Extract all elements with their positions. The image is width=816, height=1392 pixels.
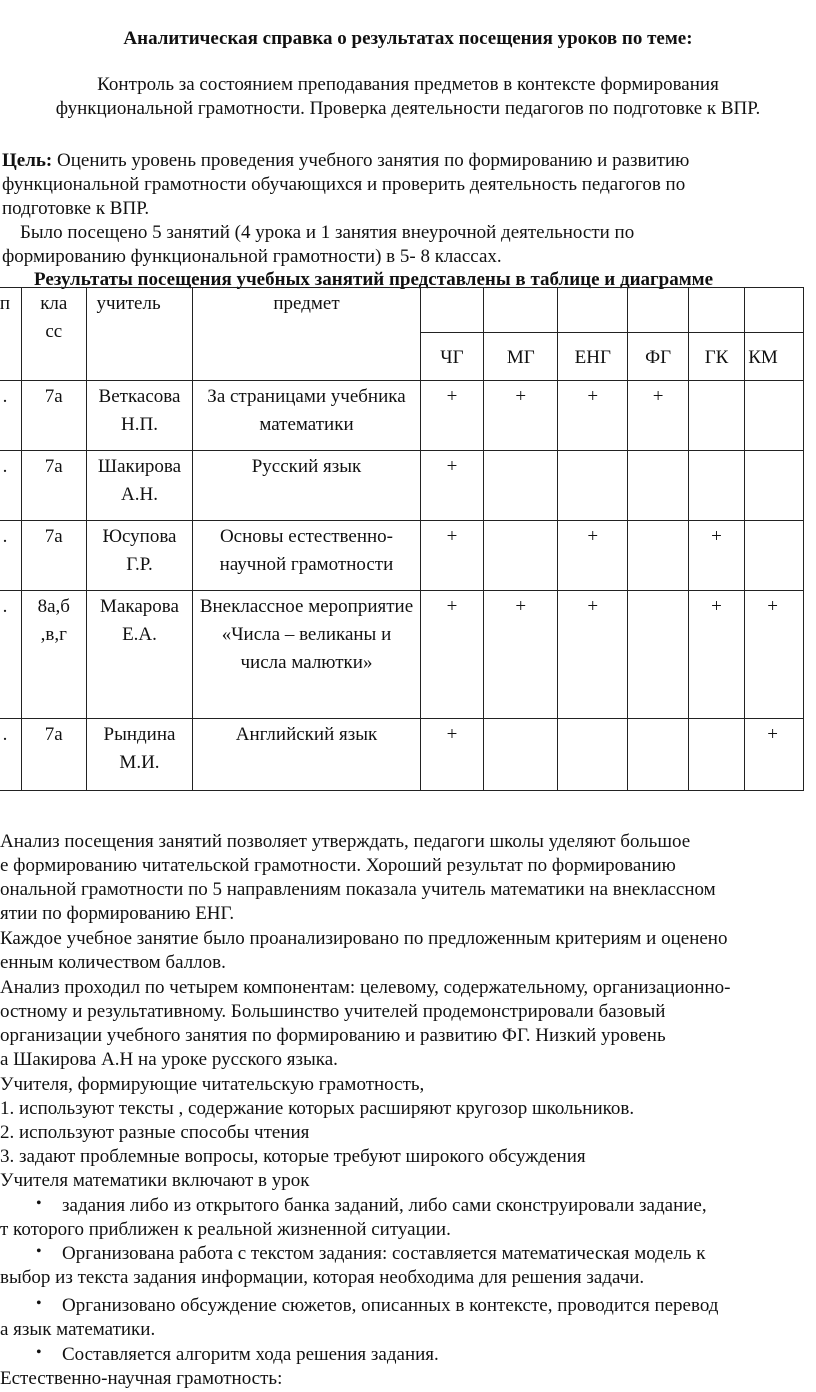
mark-chg: + xyxy=(420,381,484,451)
col-gk: ГК xyxy=(688,333,744,381)
row-teacher: Шакирова А.Н. xyxy=(86,451,193,521)
mark-km xyxy=(745,521,804,591)
analysis-line: ятии по формированию ЕНГ. xyxy=(0,903,235,924)
mark-gk xyxy=(688,381,744,451)
row-subject: Английский язык xyxy=(193,719,420,791)
bullet-icon: • xyxy=(36,1195,42,1212)
row-num: . xyxy=(0,381,22,451)
mark-gk xyxy=(688,719,744,791)
col-eng: ЕНГ xyxy=(558,333,628,381)
bullet-item-line-1: Организована работа с текстом задания: составляется математическая модель к xyxy=(62,1243,706,1264)
analysis-line: Каждое учебное занятие было проанализировано по предложенным критериям и оценено xyxy=(0,928,728,949)
analysis-line: Анализ проходил по четырем компонентам: целевому, содержательному, организационно- xyxy=(0,977,731,998)
header-blank xyxy=(745,288,804,333)
table-row xyxy=(0,381,804,451)
table-row xyxy=(0,719,804,791)
header-blank xyxy=(420,288,484,333)
visited-line-2: формированию функциональной грамотности) в 5- 8 классах. xyxy=(2,246,502,267)
row-teacher: Веткасова Н.П. xyxy=(86,381,193,451)
list-item: 1. используют тексты , содержание которых расширяют кругозор школьников. xyxy=(0,1098,635,1119)
analysis-line: Учителя математики включают в урок xyxy=(0,1170,310,1191)
mark-eng xyxy=(558,451,628,521)
row-num: . xyxy=(0,451,22,521)
bullet-item-line-2: выбор из текста задания информации, которая необходима для решения задачи. xyxy=(0,1267,645,1288)
header-blank xyxy=(484,288,558,333)
analysis-line: остному и результативному. Большинство учителей продемонстрировали базовый xyxy=(0,1001,666,1022)
header-teacher: учитель xyxy=(86,288,193,381)
table-row xyxy=(0,591,804,719)
mark-mg xyxy=(484,521,558,591)
mark-fg xyxy=(628,451,688,521)
row-teacher: Рындина М.И. xyxy=(86,719,193,791)
header-class: кла сс xyxy=(22,288,86,381)
results-table xyxy=(0,287,804,791)
table-row xyxy=(0,521,804,591)
mark-mg xyxy=(484,719,558,791)
section-heading-ng: Естественно-научная грамотность: xyxy=(0,1368,283,1389)
table-caption: Результаты посещения учебных занятий представлены в таблице и диаграмме xyxy=(34,269,714,290)
col-km: КМ xyxy=(745,333,804,381)
col-mg: МГ xyxy=(484,333,558,381)
bullet-item-line-2: т которого приближен к реальной жизненной ситуации. xyxy=(0,1219,451,1240)
topic-line-1: Контроль за состоянием преподавания предметов в контексте формирования xyxy=(97,74,719,95)
row-num: . xyxy=(0,719,22,791)
bullet-item-line-1: задания либо из открытого банка заданий, либо сами сконструировали задание, xyxy=(62,1195,707,1216)
topic-line-2: функциональной грамотности. Проверка деятельности педагогов по подготовке к ВПР. xyxy=(55,98,761,119)
row-class: 8а,б ,в,г xyxy=(22,591,86,719)
mark-gk: + xyxy=(688,591,744,719)
row-subject: Внеклассное мероприятие «Числа – великаны и числа малютки» xyxy=(193,591,420,719)
row-teacher: Макарова Е.А. xyxy=(86,591,193,719)
col-chg: ЧГ xyxy=(420,333,484,381)
mark-km: + xyxy=(745,719,804,791)
mark-chg: + xyxy=(420,521,484,591)
row-num: . xyxy=(0,591,22,719)
mark-mg: + xyxy=(484,381,558,451)
mark-mg: + xyxy=(484,591,558,719)
mark-eng: + xyxy=(558,591,628,719)
row-teacher: Юсупова Г.Р. xyxy=(86,521,193,591)
row-subject: За страницами учебника математики xyxy=(193,381,420,451)
table-header-row xyxy=(0,288,804,333)
row-class: 7а xyxy=(22,521,86,591)
bullet-icon: • xyxy=(36,1344,42,1361)
analysis-line: ональной грамотности по 5 направлениям показала учитель математики на внеклассном xyxy=(0,879,716,900)
analysis-line: а Шакирова А.Н на уроке русского языка. xyxy=(0,1049,338,1070)
mark-chg: + xyxy=(420,719,484,791)
analysis-line: Учителя, формирующие читательскую грамотность, xyxy=(0,1074,425,1095)
mark-mg xyxy=(484,451,558,521)
mark-gk: + xyxy=(688,521,744,591)
analysis-line: е формированию читательской грамотности. Хороший результат по формированию xyxy=(0,855,676,876)
header-num: п xyxy=(0,288,22,381)
visited-line-1: Было посещено 5 занятий (4 урока и 1 занятия внеурочной деятельности по xyxy=(20,222,635,243)
mark-fg xyxy=(628,521,688,591)
mark-eng xyxy=(558,719,628,791)
document-title: Аналитическая справка о результатах посещения уроков по теме: xyxy=(123,28,693,49)
row-class: 7а xyxy=(22,381,86,451)
header-subject: предмет xyxy=(193,288,420,381)
header-blank xyxy=(558,288,628,333)
goal-paragraph-line-1 xyxy=(2,149,689,172)
mark-km xyxy=(745,381,804,451)
analysis-line: организации учебного занятия по формированию и развитию ФГ. Низкий уровень xyxy=(0,1025,666,1046)
list-item: 2. используют разные способы чтения xyxy=(0,1122,310,1143)
goal-text-2: функциональной грамотности обучающихся и проверить деятельность педагогов по xyxy=(2,174,686,195)
mark-chg: + xyxy=(420,591,484,719)
col-fg: ФГ xyxy=(628,333,688,381)
bullet-icon: • xyxy=(36,1243,42,1260)
row-class: 7а xyxy=(22,451,86,521)
bullet-item-line-2: а язык математики. xyxy=(0,1319,156,1340)
mark-km xyxy=(745,451,804,521)
header-blank xyxy=(628,288,688,333)
analysis-line: Анализ посещения занятий позволяет утверждать, педагоги школы уделяют большое xyxy=(0,831,691,852)
row-class: 7а xyxy=(22,719,86,791)
mark-chg: + xyxy=(420,451,484,521)
goal-label: Цель: xyxy=(2,150,53,171)
row-subject: Русский язык xyxy=(193,451,420,521)
header-blank xyxy=(688,288,744,333)
mark-eng: + xyxy=(558,381,628,451)
goal-text-3: подготовке к ВПР. xyxy=(2,198,150,219)
mark-fg xyxy=(628,591,688,719)
mark-fg xyxy=(628,719,688,791)
goal-text-1: Оценить уровень проведения учебного занятия по формированию и развитию xyxy=(52,150,690,171)
row-num: . xyxy=(0,521,22,591)
row-subject: Основы естественно-научной грамотности xyxy=(193,521,420,591)
mark-km: + xyxy=(745,591,804,719)
bullet-item-line-1: Организовано обсуждение сюжетов, описанных в контексте, проводится перевод xyxy=(62,1295,719,1316)
analysis-line: енным количеством баллов. xyxy=(0,952,226,973)
mark-gk xyxy=(688,451,744,521)
mark-fg: + xyxy=(628,381,688,451)
list-item: 3. задают проблемные вопросы, которые требуют широкого обсуждения xyxy=(0,1146,586,1167)
mark-eng: + xyxy=(558,521,628,591)
bullet-item-line-1: Составляется алгоритм хода решения задания. xyxy=(62,1344,439,1365)
bullet-icon: • xyxy=(36,1295,42,1312)
table-row xyxy=(0,451,804,521)
